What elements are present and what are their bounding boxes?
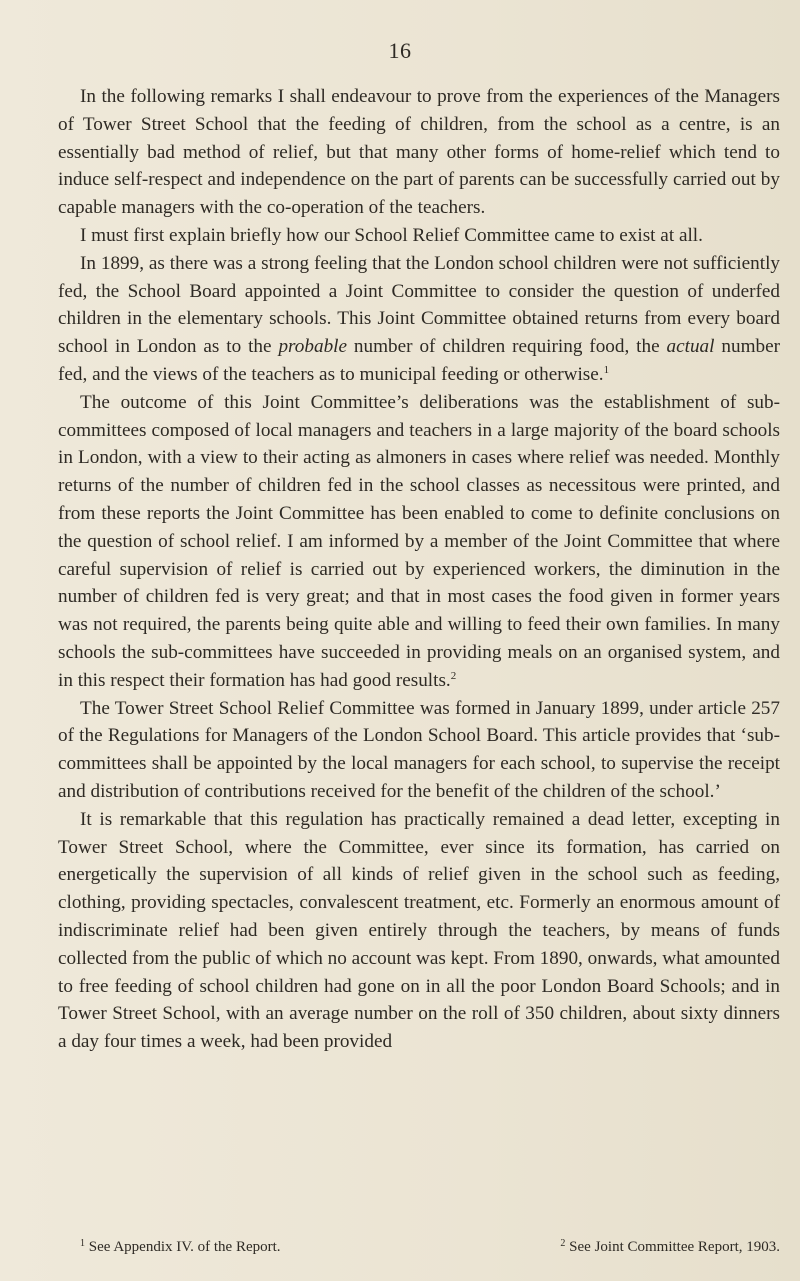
footnote-2 [560,1239,780,1256]
footnote-1-mark: 1 [80,1238,85,1249]
paragraph-6: It is remarkable that this regulation has practically remained a dead letter, excepting in Tower Street School, where the Committee, ever since its formation, has carried on energetically the supervision of all kinds of relief given in the school such as feeding, clothing, providing spectacles, convalescent treatment, etc. Formerly an enormous amount of indiscriminate relief had been given entirely through the teachers, by means of funds collected from the public of which no account was kept. From 1890, onwards, what amounted to free feeding of school children had gone on in all the poor London Board Schools; and in Tower Street School, with an average number on the roll of 350 children, about sixty dinners a day four times a week, had been provided [58,808,781,1053]
footnotes [80,1239,780,1256]
footnote-2-mark: 2 [560,1238,566,1249]
footnote-ref-1: 1 [603,363,610,376]
footnote-1-text: See Appendix IV. of the Report. [88,1239,281,1255]
footnote-1 [80,1239,281,1256]
paragraph-3 [58,250,780,389]
footnote-ref-2: 2 [450,669,457,682]
paragraph-3-text-b: number of children requiring food, the [347,336,667,358]
paragraph-5: The Tower Street School Relief Committee was formed in January 1899, under article 257 of the Regulations for Managers of the London School Board. This article provides that ‘sub-committees shall be appointed by the local managers for each school, to supervise the receipt and distribution of contributions received for the benefit of the children of the school.’ [58,697,780,802]
emphasis-actual: actual [666,336,715,358]
paragraph-3-text-a: In 1899, as there was a strong feeling that the London school children were not sufficiently fed, the School Board appointed a Joint Committee to consider the question of underfed children in the elementary schools. This Joint Committee obtained returns from every board school in London as to the [58,252,780,358]
paragraph-3-text-c: number fed, and the views of the teachers as to municipal feeding or otherwise. [58,336,780,385]
paragraph-1: In the following remarks I shall endeavour to prove from the experiences of the Managers of Tower Street School that the feeding of children, from the school as a centre, is an essentially bad method of relief, but that many other forms of home-relief which tend to induce self-respect and independence on the part of parents can be successfully carried out by capable managers with the co-operation of the teachers. [58,86,780,219]
emphasis-probable: probable [278,336,348,358]
page-number: 16 [388,38,412,63]
body-text [58,83,780,1056]
paragraph-4-text: The outcome of this Joint Committee’s deliberations was the establishment of sub-committees composed of local managers and teachers in a large majority of the board schools in London, with a view to their acting as almoners in cases where relief was needed. Monthly returns of the number of children fed in the school classes as necessitous were printed, and from these reports the Joint Committee has been enabled to come to definite conclusions on the question of school relief. I am informed by a member of the Joint Committee that where careful supervision of relief is carried out by experienced workers, the diminution in the number of children fed is very great; and that in most cases the food given in former years was not required, the parents being quite able and willing to feed their own families. In many schools the sub-committees have succeeded in providing meals on an organised system, and in this respect their formation has had good results. [58,391,780,691]
footnote-2-text: See Joint Committee Report, 1903. [569,1239,780,1255]
paragraph-2: I must first explain briefly how our School Relief Committee came to exist at all. [80,224,703,246]
paragraph-4 [58,389,780,695]
